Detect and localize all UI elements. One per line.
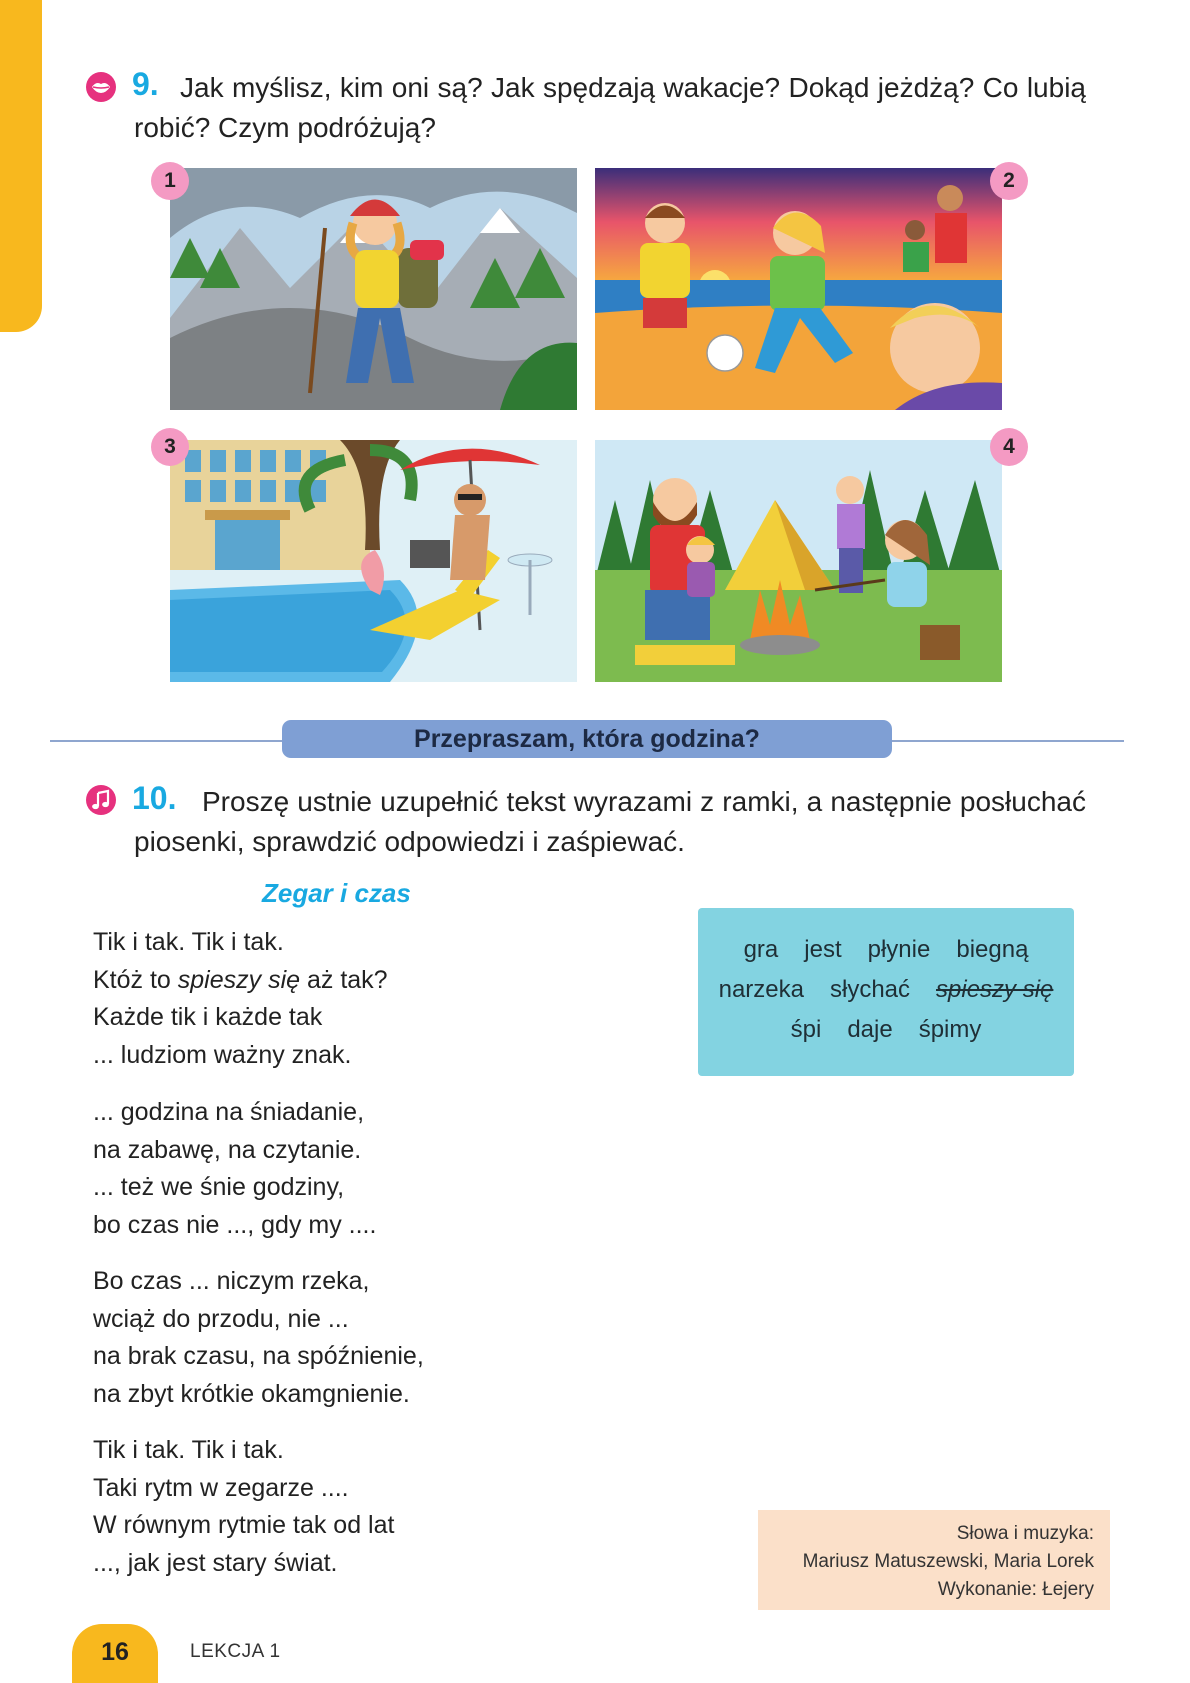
lesson-label: LEKCJA 1 [190, 1641, 281, 1662]
picture-badge-2: 2 [990, 162, 1028, 200]
word-row-2 [698, 976, 1074, 1004]
song-line: Bo czas ... niczym rzeka, [93, 1267, 370, 1295]
word-item: słychać [829, 976, 911, 1003]
word-item: jest [804, 936, 842, 963]
side-tab-decoration [0, 0, 42, 332]
song-line: wciąż do przodu, nie ... [93, 1304, 349, 1333]
credits-line: Mariusz Matuszewski, Maria Lorek [802, 1551, 1094, 1572]
word-item: daje [847, 1016, 893, 1043]
song-line: na brak czasu, na spóźnienie, [93, 1342, 424, 1370]
word-item: śpimy [918, 1016, 982, 1043]
song-line: ... godzina na śniadanie, [93, 1098, 365, 1126]
song-stanza-3 [93, 1263, 424, 1413]
exercise-10-number: 10. [132, 780, 177, 816]
song-line: ... ludziom ważny znak. [93, 1040, 352, 1069]
credits-line: Wykonanie: Łejery [937, 1579, 1094, 1600]
exercise-9-instruction: Jak myślisz, kim oni są? Jak spędzają wakacje? Dokąd jeżdżą? Co lubią robić? Czym podróżują? [134, 72, 1086, 143]
word-row-1 [698, 936, 1074, 964]
song-stanza-2 [93, 1094, 376, 1244]
lips-icon [86, 72, 116, 102]
song-line: Każde tik i każde tak [93, 1003, 323, 1031]
word-item: narzeka [718, 976, 804, 1003]
picture-badge-3: 3 [151, 428, 189, 466]
word-item: śpi [790, 1016, 822, 1043]
word-row-3 [698, 1016, 1074, 1044]
picture-beach-kids [595, 168, 1002, 410]
page-number: 16 [72, 1624, 158, 1683]
word-item: gra [743, 936, 779, 963]
song-line: Tik i tak. Tik i tak. [93, 1436, 284, 1464]
song-line: na zabawę, na czytanie. [93, 1135, 362, 1164]
song-stanza-1 [93, 924, 388, 1074]
song-line: W równym rytmie tak od lat [93, 1511, 395, 1539]
song-line: ... też we śnie godziny, [93, 1173, 345, 1201]
picture-badge-4: 4 [990, 428, 1028, 466]
word-item-crossed-out: spieszy się [936, 976, 1054, 1003]
credits-line: Słowa i muzyka: [956, 1523, 1094, 1544]
song-line-part: Któż to [93, 965, 178, 994]
song-line: Taki rytm w zegarze .... [93, 1473, 349, 1502]
song-line-italic-word: spieszy się [177, 965, 301, 994]
song-line: ..., jak jest stary świat. [93, 1548, 338, 1577]
exercise-10-instruction: Proszę ustnie uzupełnić tekst wyrazami z ramki, a następnie posłuchać piosenki, sprawdzić odpowiedzi i zaśpiewać. [134, 786, 1086, 857]
music-note-icon [86, 785, 116, 815]
exercise-9-number: 9. [132, 66, 159, 102]
section-title: Przepraszam, która godzina? [282, 720, 892, 758]
picture-mountain-hiker [170, 168, 577, 410]
song-credits [758, 1510, 1110, 1610]
song-line: Tik i tak. Tik i tak. [93, 928, 284, 956]
song-title: Zegar i czas [262, 878, 411, 908]
song-line [93, 962, 388, 1000]
word-box [698, 908, 1074, 1076]
song-line: bo czas nie ..., gdy my .... [93, 1210, 377, 1239]
word-item: płynie [867, 936, 931, 963]
song-stanza-4 [93, 1432, 394, 1582]
song-line: na zbyt krótkie okamgnienie. [93, 1379, 410, 1408]
picture-badge-1: 1 [151, 162, 189, 200]
song-line-part: aż tak? [300, 965, 388, 994]
word-item: biegną [956, 936, 1029, 963]
picture-camping-family [595, 440, 1002, 682]
picture-hotel-pool [170, 440, 577, 682]
